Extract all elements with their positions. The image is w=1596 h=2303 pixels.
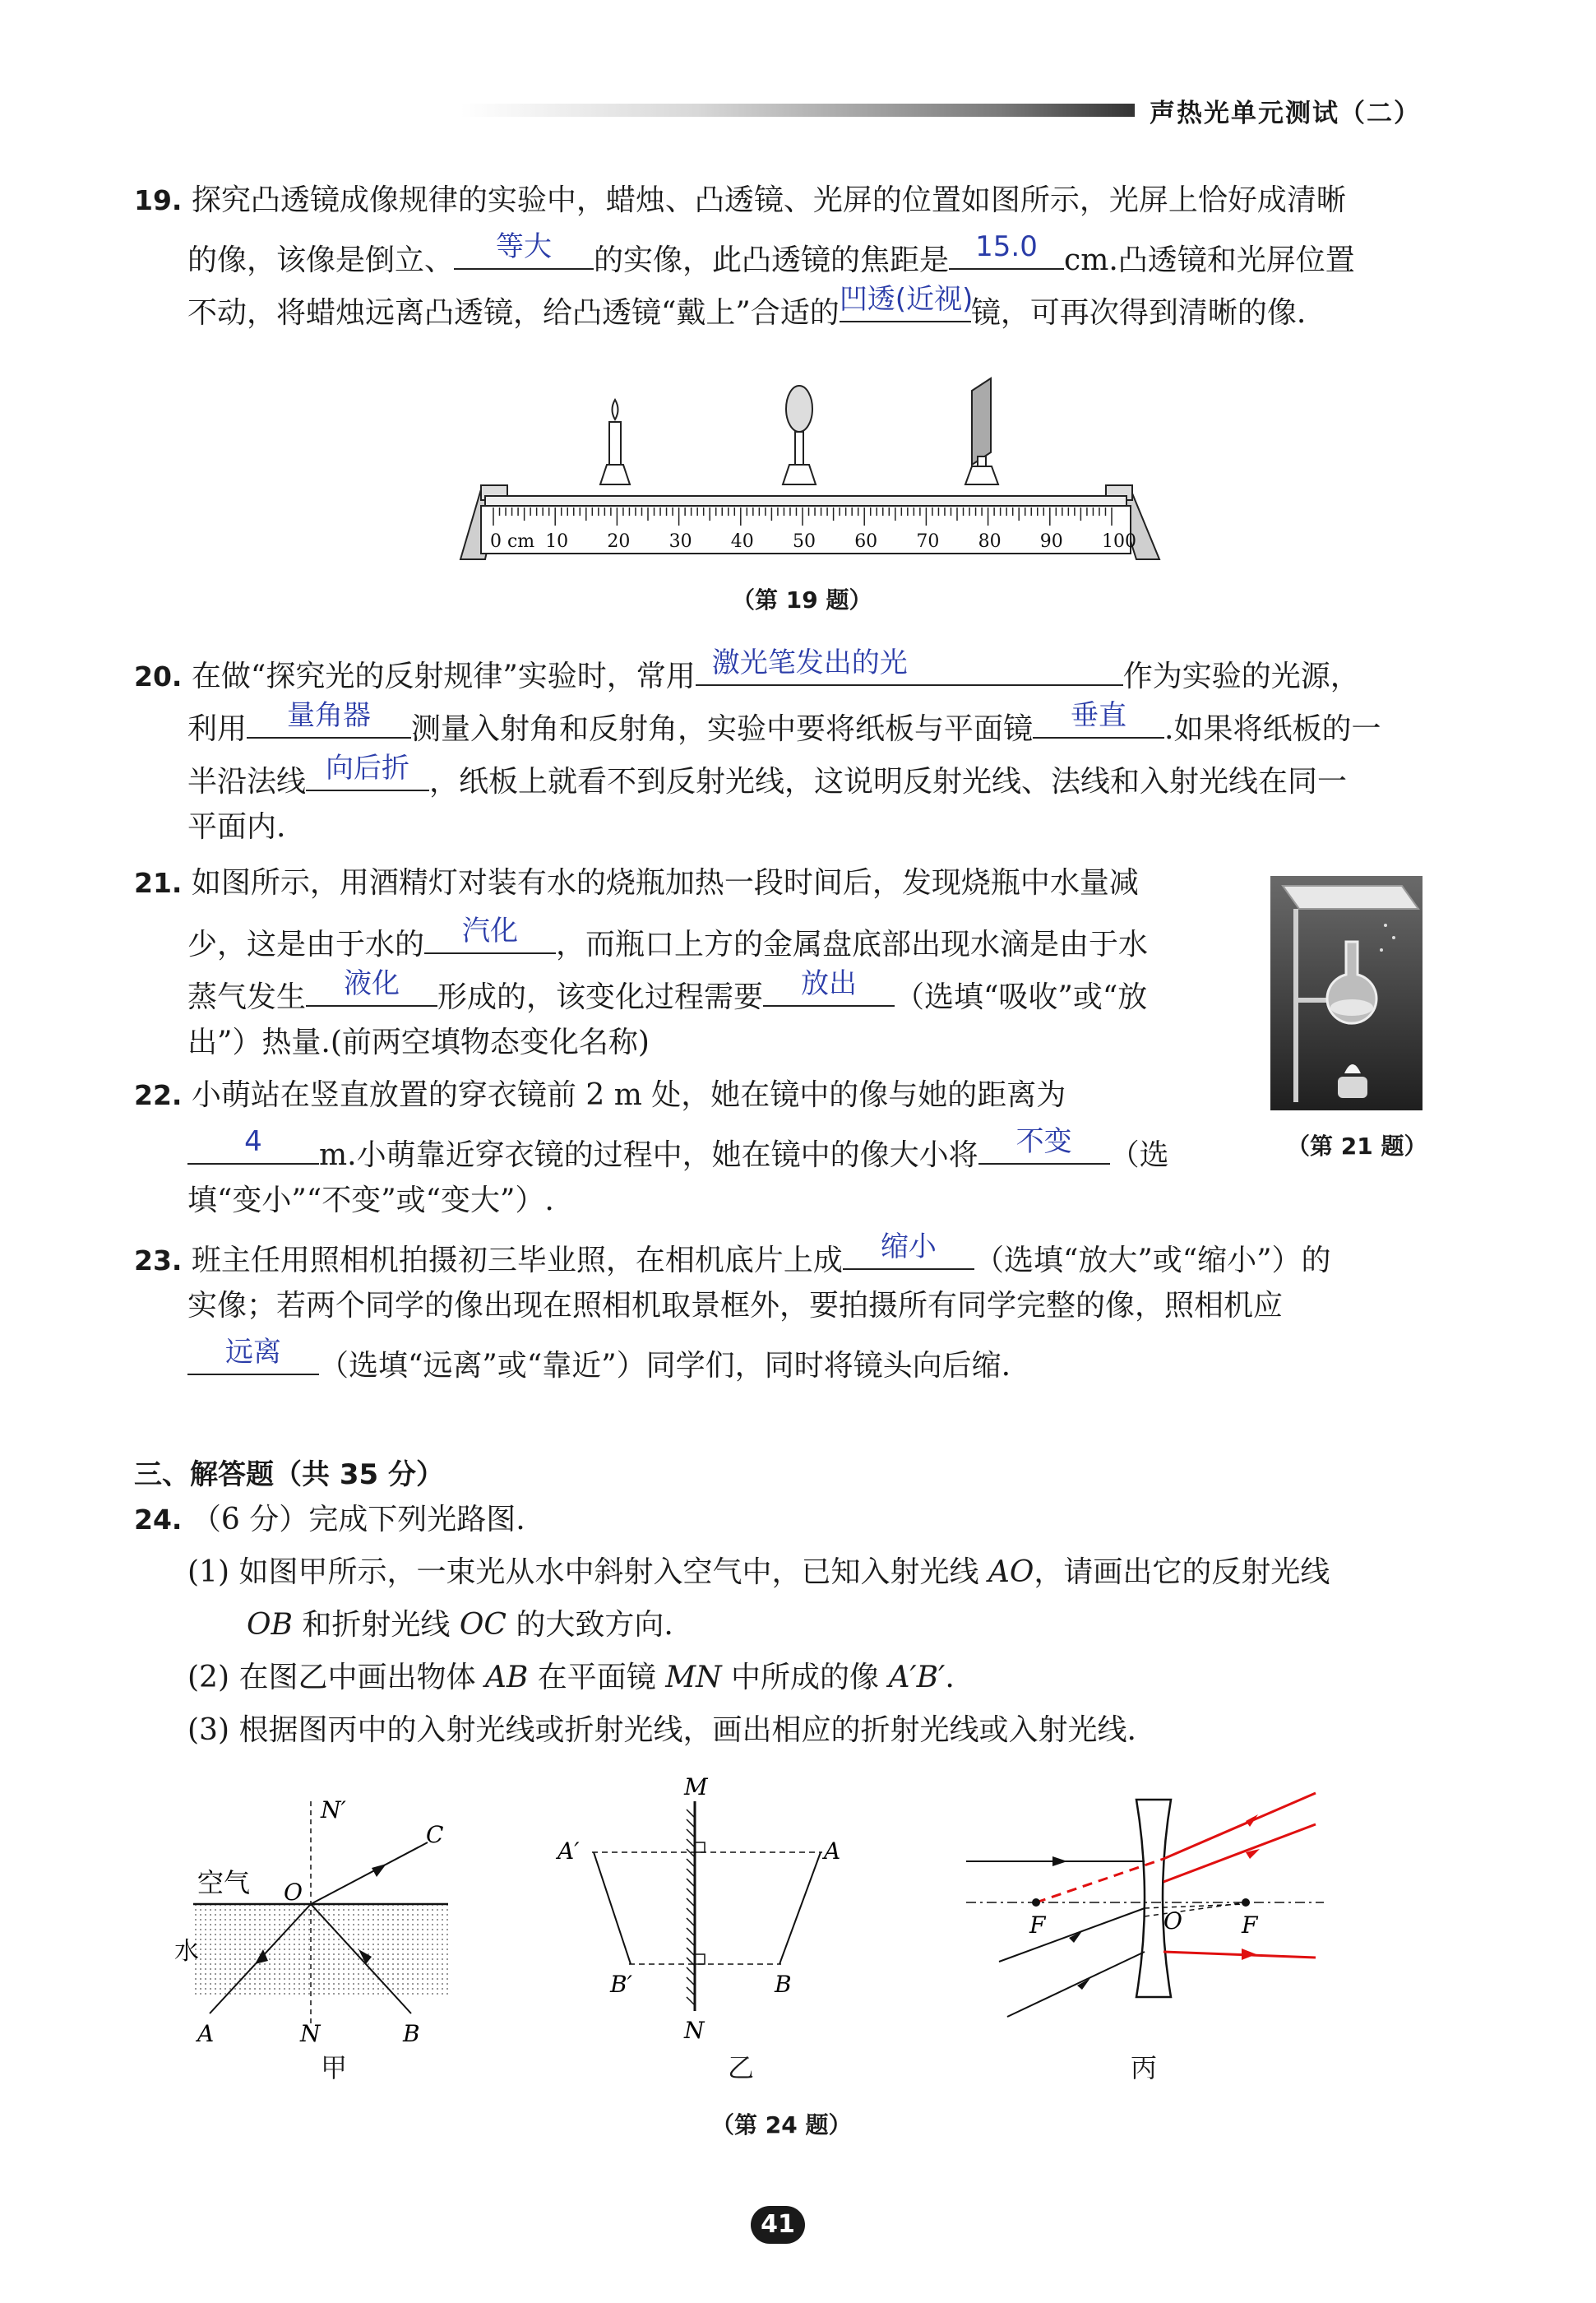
ruler-label: 50 — [793, 531, 816, 552]
q19-answer3: 凹透(近视) — [839, 283, 974, 316]
label-F-right: F — [1242, 1911, 1258, 1939]
q24-p2b: AB — [484, 1661, 529, 1694]
label-O-lens: O — [1163, 1907, 1182, 1935]
image-A-prime-B-prime — [594, 1852, 631, 1964]
q20-text3b: ，纸板上就看不到反射光线，这说明反射光线、法线和入射光线在同一 — [429, 765, 1348, 799]
metal-plate — [1283, 886, 1418, 909]
q21-text1: 如图所示，用酒精灯对装有水的烧瓶加热一段时间后，发现烧瓶中水量减 — [191, 866, 1139, 900]
q21-answer1: 汽化 — [462, 915, 519, 948]
q23-text1a: 班主任用照相机拍摄初三毕业照，在相机底片上成 — [191, 1244, 843, 1277]
q20-blank1[interactable] — [696, 646, 1123, 686]
q24-p2e: 中所成的像 — [721, 1661, 889, 1694]
q21-answer2: 液化 — [344, 967, 400, 1000]
q21-text3b: 形成的，该变化过程需要 — [437, 980, 764, 1014]
convex-lens — [783, 386, 816, 484]
q22-line1 — [134, 1077, 1066, 1114]
q22-text1: 小萌站在竖直放置的穿衣镜前 2 m 处，她在镜中的像与她的距离为 — [191, 1078, 1066, 1112]
q21-line3 — [187, 967, 1148, 1016]
ruler-label: 60 — [854, 531, 878, 552]
q19-number: 19. — [134, 184, 183, 216]
section-title: 三、解答题（共 35 分） — [134, 1458, 444, 1491]
q23-answer1: 缩小 — [880, 1230, 937, 1263]
q24-p1f: OC — [459, 1608, 507, 1642]
ruler-label: 0 cm — [490, 531, 535, 552]
q21-flask-photo — [1270, 876, 1423, 1110]
label-air: 空气 — [197, 1867, 251, 1898]
q24-line0 — [134, 1502, 525, 1538]
q21-text2a: 少，这是由于水的 — [187, 928, 425, 962]
q24-p3: (3) 根据图丙中的入射光线或折射光线，画出相应的折射光线或入射光线. — [187, 1713, 1136, 1747]
ray3-refracted — [1163, 1952, 1316, 1958]
q22-blank2[interactable] — [978, 1125, 1110, 1165]
q23-text3: （选填“远离”或“靠近”）同学们，同时将镜头向后缩. — [319, 1349, 1011, 1383]
q23-line2 — [187, 1288, 1283, 1324]
page-number: 41 — [751, 2206, 805, 2244]
ruler-label: 90 — [1039, 531, 1063, 552]
q21-blank1[interactable] — [424, 915, 556, 954]
q22-number: 22. — [134, 1079, 183, 1111]
q22-blank1[interactable] — [187, 1125, 319, 1165]
q20-line1 — [134, 646, 1360, 695]
q21-line4 — [187, 1025, 650, 1061]
q24-part2 — [187, 1660, 955, 1696]
refracted-ray-OC — [311, 1842, 428, 1904]
q21-line1 — [134, 865, 1139, 901]
q22-answer2: 不变 — [1015, 1125, 1072, 1158]
label-M: M — [684, 1777, 708, 1800]
q19-caption: （第 19 题） — [732, 586, 872, 614]
q24-part3 — [187, 1712, 1136, 1749]
label-C: C — [426, 1821, 444, 1848]
fig-yi-label: 乙 — [728, 2052, 755, 2083]
fig-jia-label: 甲 — [321, 2052, 348, 2083]
q19-line2 — [187, 230, 1355, 279]
q20-text1b: 作为实验的光源， — [1122, 660, 1360, 693]
q23-line3 — [187, 1336, 1011, 1384]
q22-line2 — [187, 1125, 1169, 1174]
header-title: 声热光单元测试（二） — [1150, 99, 1421, 128]
ray3-incident — [1007, 1952, 1145, 2017]
q24-p2f: A′B′ — [888, 1661, 946, 1694]
q24-number: 24. — [134, 1504, 183, 1536]
q23-blank2[interactable] — [187, 1336, 319, 1375]
q23-text2: 实像；若两个同学的像出现在照相机取景框外，要拍摄所有同学完整的像，照相机应 — [187, 1289, 1284, 1323]
q19-answer2: 15.0 — [975, 230, 1038, 263]
q19-text2b: 的实像，此凸透镜的焦距是 — [594, 243, 950, 277]
q21-text3a: 蒸气发生 — [187, 980, 307, 1014]
q24-part1-line2 — [247, 1607, 673, 1643]
label-F-left: F — [1029, 1911, 1046, 1939]
q20-line3 — [187, 752, 1348, 800]
q20-text2c: .如果将纸板的一 — [1164, 712, 1381, 746]
q21-text4: 出”）热量.(前两空填物态变化名称) — [187, 1026, 650, 1059]
q19-blank3[interactable] — [839, 283, 974, 322]
fig-yi — [551, 1777, 855, 2048]
q21-caption: （第 21 题） — [1287, 1133, 1427, 1160]
q24-part1-line1 — [187, 1555, 1330, 1591]
q21-text3c: （选填“吸收”或“放 — [895, 980, 1148, 1014]
q20-blank2[interactable] — [247, 699, 411, 739]
ray2-refracted — [1163, 1824, 1316, 1882]
label-O: O — [284, 1879, 303, 1906]
q20-answer3: 垂直 — [1071, 699, 1127, 732]
ruler-label: 30 — [668, 531, 692, 552]
label-A-prime: A′ — [557, 1837, 580, 1865]
fig-bing-label: 丙 — [1131, 2052, 1158, 2083]
q20-line2 — [187, 699, 1381, 748]
q19-optical-bench — [436, 374, 1176, 572]
label-N-prime: N′ — [321, 1796, 346, 1823]
water-region — [193, 1904, 448, 1995]
q21-text2b: ，而瓶口上方的金属盘底部出现水滴是由于水 — [556, 928, 1149, 962]
label-B-prime: B′ — [610, 1971, 632, 1998]
q24-p1b: AO — [988, 1555, 1034, 1589]
q19-text1: 探究凸透镜成像规律的实验中，蜡烛、凸透镜、光屏的位置如图所示，光屏上恰好成清晰 — [191, 183, 1346, 217]
q22-text3: 填“变小”“不变”或“变大”）. — [187, 1184, 554, 1217]
q24-p2d: MN — [665, 1661, 722, 1694]
q21-blank3[interactable] — [763, 967, 895, 1007]
q22-text2b: （选 — [1109, 1138, 1169, 1172]
q24-p1d: OB — [247, 1608, 293, 1642]
q19-line1 — [134, 183, 1346, 219]
q20-answer2: 量角器 — [287, 699, 372, 732]
q24-p1c: ，请画出它的反射光线 — [1034, 1555, 1330, 1589]
q22-line3 — [187, 1183, 554, 1219]
q23-line1 — [134, 1230, 1331, 1279]
q19-text3a: 不动，将蜡烛远离凸透镜，给凸透镜“戴上”合适的 — [187, 296, 840, 330]
fig-bing — [954, 1777, 1332, 2040]
q19-blank2[interactable] — [949, 230, 1064, 270]
q21-line2 — [187, 915, 1149, 963]
q24-p2g: . — [945, 1661, 955, 1694]
q21-answer3: 放出 — [801, 967, 858, 1000]
q20-number: 20. — [134, 660, 183, 693]
q24-caption: （第 24 题） — [711, 2111, 852, 2138]
label-B-obj: B — [775, 1971, 792, 1998]
q19-text2a: 的像，该像是倒立、 — [187, 243, 455, 277]
q22-answer1: 4 — [244, 1125, 262, 1158]
q24-p1g: 的大致方向. — [506, 1608, 673, 1642]
label-N: N — [300, 2020, 321, 2047]
q21-blank2[interactable] — [306, 967, 437, 1007]
q24-p2c: 在平面镜 — [528, 1661, 666, 1694]
q20-answer4: 向后折 — [326, 752, 410, 785]
label-B: B — [403, 2020, 420, 2047]
q23-text1b: （选填“放大”或“缩小”）的 — [974, 1244, 1331, 1277]
q23-answer2: 远离 — [225, 1336, 281, 1369]
bench-rail — [485, 496, 1126, 506]
ruler-label: 100 — [1102, 531, 1136, 552]
focus-left — [1032, 1898, 1040, 1907]
q19-text2c: cm.凸透镜和光屏位置 — [1064, 243, 1355, 277]
q19-text3b: 镜，可再次得到清晰的像. — [970, 296, 1307, 330]
q20-blank3[interactable] — [1033, 699, 1164, 739]
candle — [600, 400, 630, 484]
ray1-refracted — [1163, 1793, 1316, 1859]
q24-intro: （6 分）完成下列光路图. — [191, 1503, 525, 1536]
q20-blank4[interactable] — [306, 752, 429, 791]
label-A-obj: A — [824, 1837, 841, 1865]
ruler-label: 80 — [978, 531, 1002, 552]
ruler-label: 20 — [607, 531, 631, 552]
ruler-label: 70 — [916, 531, 940, 552]
q20-answer1: 激光笔发出的光 — [711, 646, 908, 679]
q20-text2b: 测量入射角和反射角，实验中要将纸板与平面镜 — [411, 712, 1034, 746]
q20-text1a: 在做“探究光的反射规律”实验时，常用 — [191, 660, 696, 693]
ruler-label: 10 — [545, 531, 569, 552]
fig-jia — [164, 1785, 469, 2056]
q24-p1a: (1) 如图甲所示，一束光从水中斜射入空气中，已知入射光线 — [187, 1555, 988, 1589]
light-screen — [965, 378, 998, 484]
q24-p1e: 和折射光线 — [292, 1608, 460, 1642]
q23-number: 23. — [134, 1244, 183, 1277]
q21-number: 21. — [134, 867, 183, 899]
q20-text3a: 半沿法线 — [187, 765, 307, 799]
label-water: 水 — [174, 1937, 199, 1966]
q20-text2a: 利用 — [187, 712, 247, 746]
label-N-mirror: N — [684, 2017, 705, 2044]
q19-line3 — [187, 283, 1307, 331]
label-A: A — [197, 2020, 215, 2047]
q20-line4 — [187, 809, 285, 846]
q19-answer1: 等大 — [496, 230, 553, 263]
focus-right — [1242, 1898, 1250, 1907]
q20-text4: 平面内. — [187, 810, 286, 844]
q22-text2a: m.小萌靠近穿衣镜的过程中，她在镜中的像大小将 — [319, 1138, 978, 1172]
header-rule — [460, 104, 1135, 117]
q19-blank1[interactable] — [454, 230, 594, 270]
ruler-label: 40 — [730, 531, 754, 552]
q24-p2a: (2) 在图乙中画出物体 — [187, 1661, 485, 1694]
object-AB — [779, 1852, 821, 1964]
concave-lens — [1136, 1800, 1171, 1997]
q23-blank1[interactable] — [843, 1230, 974, 1270]
